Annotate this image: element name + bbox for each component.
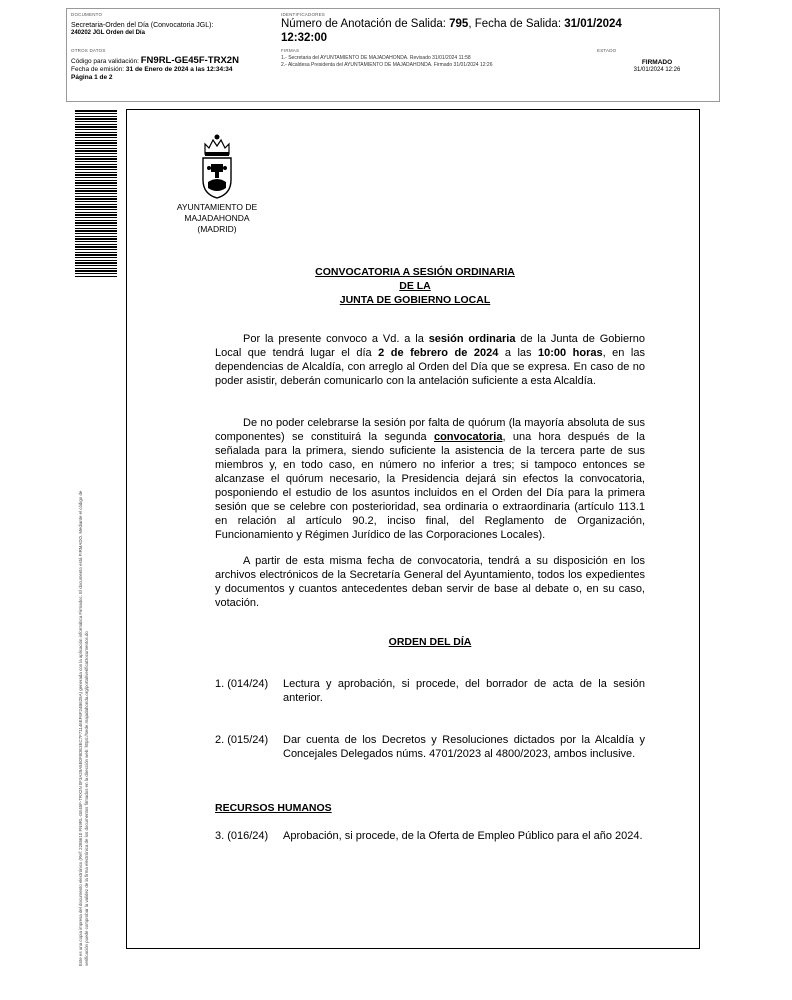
p3-text: A partir de esta misma fecha de convocatoria, tendrá a su disposición en los archivos electrónicos de la Secretaría General del Ayuntamiento, todos los expedientes y documentos y cuantos antecedentes deban servir de base al debate o, en su caso, votación. (215, 555, 645, 609)
emision-line (71, 66, 273, 74)
side-text-line-2: verificación puede comprobar la validez de la firma electrónica de los documentos firmados en la dirección web: https://sede.majadahonda.org/portal/verificaDocumentos.do (84, 631, 89, 966)
documento-desc: Secretaria-Orden del Día (Convocatoria JGL): (71, 22, 214, 29)
orden-del-dia-heading: ORDEN DEL DÍA (388, 636, 472, 648)
document-title (215, 265, 615, 307)
letterhead (157, 202, 277, 235)
anotacion-num: 795 (449, 18, 469, 30)
document-page (126, 109, 700, 949)
agenda-item-text: Dar cuenta de los Decretos y Resoluciones dictados por la Alcaldía y Concejales Delegados núms. 4701/2023 al 4800/2023, ambos inclusive. (283, 734, 645, 760)
recursos-humanos-heading: RECURSOS HUMANOS (215, 802, 332, 814)
pagina-line: Página 1 de 2 (71, 74, 113, 81)
firma-line-1: 1.- Secretaria del AYUNTAMIENTO DE MAJADAHONDA. Revisado 31/01/2024 11:58 (281, 55, 471, 61)
estado-value: FIRMADO (641, 59, 673, 66)
p1-sesion-ordinaria: sesión ordinaria (428, 333, 516, 345)
document-header (66, 8, 720, 102)
verification-side-text (78, 306, 90, 966)
p2-convocatoria: convocatoria (433, 431, 503, 443)
coat-of-arms-icon (197, 132, 237, 200)
paragraph-disposicion (215, 554, 645, 610)
p1-text-e: a las (498, 347, 539, 359)
p2-text-a: De no poder celebrarse la sesión por falta de quórum (la mayoría absoluta de sus componentes) se constituirá la segunda (215, 417, 645, 443)
identificadores-label: IDENTIFICADORES (281, 12, 326, 17)
side-text-line-1: Este es una copia impresa del documento electrónico (Ref: 2285610 FN9RL-GE45F-TRX2N 0F3A29A5E0F8DE3EC7F71146EF6F24B625A) generada con la aplicación informática Firmadoc. El documento está FIRMADO. Mediante el código de (78, 490, 83, 966)
identificadores-cell (277, 9, 721, 45)
anotacion-hora: 12:32:00 (281, 32, 328, 44)
agenda-item-number: 2. (015/24) (215, 734, 269, 746)
codigo-line (71, 57, 273, 66)
letterhead-line-3: (MADRID) (197, 224, 237, 234)
firma-line-2: 2.- Alcaldesa Presidenta del AYUNTAMIENTO DE MAJADAHONDA. Firmado 31/01/2024 12:26 (281, 62, 493, 68)
paragraph-quorum (215, 416, 645, 542)
anotacion-prefix: Número de Anotación de Salida: (281, 18, 450, 30)
paragraph-convocatoria (215, 332, 645, 388)
title-line-2: DE LA (399, 280, 431, 292)
documento-cell (67, 9, 277, 45)
codigo-prefix: Código para validación: (71, 58, 141, 65)
agenda-item-text: Aprobación, si procede, de la Oferta de Empleo Público para el año 2024. (283, 830, 643, 842)
documento-sub: 240202 JGL Orden del Día (71, 30, 145, 36)
p1-text-c: de la Junta de Gobierno Local que tendrá lugar el día (215, 333, 645, 359)
title-line-3: JUNTA DE GOBIERNO LOCAL (339, 294, 491, 306)
anotacion-line (281, 17, 717, 31)
barcode (75, 110, 117, 278)
otros-datos-cell (67, 45, 277, 103)
otros-label: OTROS DATOS (71, 48, 106, 53)
anotacion-hora-line (281, 31, 717, 45)
firmas-cell (277, 45, 593, 103)
agenda-item-number: 3. (016/24) (215, 830, 269, 842)
estado-cell (593, 45, 721, 103)
codigo-value: FN9RL-GE45F-TRX2N (140, 55, 239, 66)
p1-text-g: , en las dependencias de Alcaldía, con arreglo al Orden del Día que se expresa. En caso de no poder asistir, deberán comunicarlo con la antelación suficiente a esta Alcaldía. (215, 347, 645, 387)
emision-prefix: Fecha de emisión: (71, 66, 126, 73)
documento-label: DOCUMENTO (71, 12, 103, 17)
p1-fecha: 2 de febrero de 2024 (378, 347, 499, 359)
agenda-item-text: Lectura y aprobación, si procede, del borrador de acta de la sesión anterior. (283, 678, 645, 704)
p1-text-a: Por la presente convoco a Vd. a la (243, 333, 429, 345)
agenda-item-number: 1. (014/24) (215, 678, 269, 690)
firmas-label: FIRMAS (281, 48, 300, 53)
letterhead-line-1: AYUNTAMIENTO DE (176, 202, 258, 212)
letterhead-line-2: MAJADAHONDA (184, 213, 250, 223)
estado-fecha: 31/01/2024 12:26 (633, 67, 681, 73)
p2-text-c: , una hora después de la señalada para la primera, siendo suficiente la asistencia de la tercera parte de sus miembros y, en todo caso, en número no inferior a tres; si tampoco entonces se alcanzase el quórum necesario, la Presidencia dejará sin efectos la convocatoria, posponiendo el estudio de los asuntos incluidos en el Orden del Día para la primera sesión que se celebre con posterioridad, sea ordinaria o extraordinaria (artículo 113.1 en relación al artículo 90.2, inciso final, del Reglamento de Organización, Funcionamiento y Régimen Jurídico de las Corporaciones Locales). (215, 431, 645, 541)
emision-value: 31 de Enero de 2024 a las 12:34:34 (125, 66, 233, 73)
anotacion-mid: , Fecha de Salida: (468, 18, 565, 30)
anotacion-fecha: 31/01/2024 (564, 18, 622, 30)
title-line-1: CONVOCATORIA A SESIÓN ORDINARIA (315, 266, 515, 278)
p1-hora: 10:00 horas (538, 347, 603, 359)
estado-label: ESTADO (597, 48, 617, 53)
